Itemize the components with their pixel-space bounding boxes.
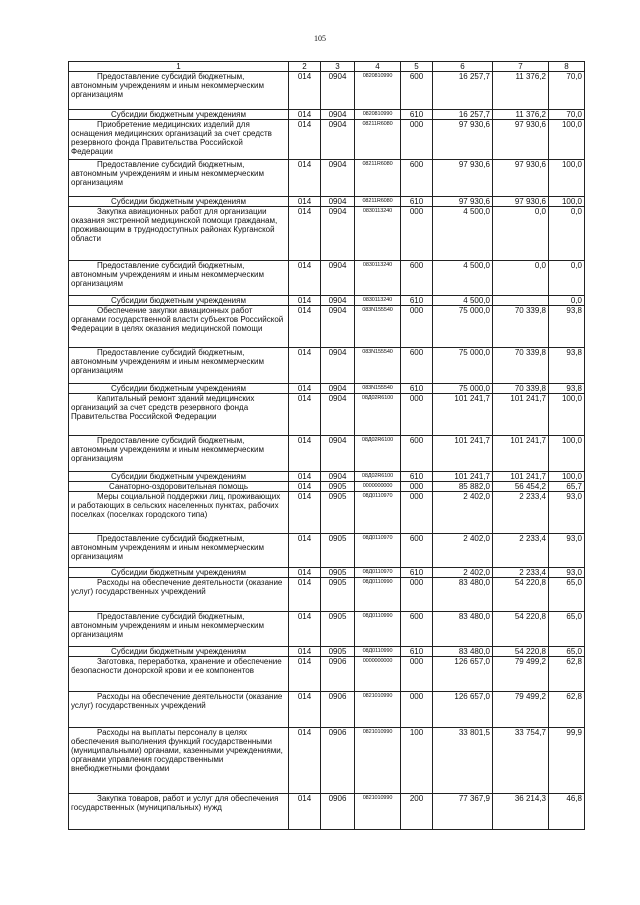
code-expense-type: 000 — [401, 692, 433, 728]
amount-executed: 11 376,2 — [493, 72, 549, 110]
column-header: 2 — [289, 62, 321, 72]
table-row — [69, 436, 585, 472]
code-expense-type: 610 — [401, 472, 433, 482]
amount-executed: 36 214,3 — [493, 794, 549, 830]
code-ministry: 014 — [289, 72, 321, 110]
code-target-article: 08Д02R6100 — [355, 394, 401, 436]
column-header: 1 — [69, 62, 289, 72]
percent-executed: 93,0 — [549, 492, 585, 534]
amount-executed: 56 454,2 — [493, 482, 549, 492]
expense-name: Предоставление субсидий бюджетным, автономным учреждениям и иным некоммерческим организациям — [69, 534, 289, 568]
table-row — [69, 384, 585, 394]
budget-table — [68, 61, 585, 830]
code-ministry: 014 — [289, 120, 321, 160]
amount-executed: 97 930,6 — [493, 197, 549, 207]
table-row — [69, 72, 585, 110]
code-ministry: 014 — [289, 568, 321, 578]
code-expense-type: 610 — [401, 384, 433, 394]
amount-executed: 2 233,4 — [493, 492, 549, 534]
code-ministry: 014 — [289, 692, 321, 728]
code-ministry: 014 — [289, 394, 321, 436]
code-expense-type: 200 — [401, 794, 433, 830]
code-target-article: 083N155540 — [355, 384, 401, 394]
expense-name: Субсидии бюджетным учреждениям — [69, 296, 289, 306]
column-header: 6 — [433, 62, 493, 72]
amount-planned: 75 000,0 — [433, 348, 493, 384]
amount-executed: 54 220,8 — [493, 612, 549, 647]
code-target-article: 083N155540 — [355, 348, 401, 384]
code-section: 0904 — [321, 207, 355, 261]
table-body — [69, 72, 585, 830]
code-ministry: 014 — [289, 612, 321, 647]
code-section: 0906 — [321, 657, 355, 692]
percent-executed: 100,0 — [549, 197, 585, 207]
code-target-article: 08211R6080 — [355, 160, 401, 197]
table-row — [69, 647, 585, 657]
code-expense-type: 000 — [401, 482, 433, 492]
table-row — [69, 492, 585, 534]
column-header: 3 — [321, 62, 355, 72]
code-section: 0904 — [321, 160, 355, 197]
percent-executed: 93,0 — [549, 534, 585, 568]
table-row — [69, 306, 585, 348]
code-expense-type: 600 — [401, 261, 433, 296]
amount-planned: 126 657,0 — [433, 692, 493, 728]
code-target-article: 08Д0110970 — [355, 568, 401, 578]
percent-executed: 93,8 — [549, 384, 585, 394]
amount-planned: 97 930,6 — [433, 120, 493, 160]
table-row — [69, 207, 585, 261]
table-row — [69, 728, 585, 794]
code-section: 0905 — [321, 568, 355, 578]
code-target-article: 0000000000 — [355, 657, 401, 692]
column-header: 7 — [493, 62, 549, 72]
amount-executed: 101 241,7 — [493, 472, 549, 482]
code-expense-type: 000 — [401, 207, 433, 261]
amount-executed: 2 233,4 — [493, 534, 549, 568]
code-section: 0904 — [321, 110, 355, 120]
code-expense-type: 600 — [401, 160, 433, 197]
code-expense-type: 600 — [401, 436, 433, 472]
code-target-article: 0821010990 — [355, 692, 401, 728]
percent-executed: 0,0 — [549, 296, 585, 306]
code-expense-type: 610 — [401, 197, 433, 207]
code-section: 0904 — [321, 394, 355, 436]
table-row — [69, 657, 585, 692]
percent-executed: 65,0 — [549, 578, 585, 612]
code-expense-type: 600 — [401, 72, 433, 110]
code-target-article: 0821010990 — [355, 794, 401, 830]
code-ministry: 014 — [289, 647, 321, 657]
amount-planned: 4 500,0 — [433, 261, 493, 296]
code-ministry: 014 — [289, 492, 321, 534]
expense-name: Субсидии бюджетным учреждениям — [69, 110, 289, 120]
expense-name: Капитальный ремонт зданий медицинских организаций за счет средств резервного фонда Правительства Российской Федерации — [69, 394, 289, 436]
code-target-article: 0830113240 — [355, 261, 401, 296]
percent-executed: 70,0 — [549, 72, 585, 110]
code-target-article: 0821010990 — [355, 728, 401, 794]
code-section: 0904 — [321, 436, 355, 472]
percent-executed: 46,8 — [549, 794, 585, 830]
code-expense-type: 100 — [401, 728, 433, 794]
expense-name: Приобретение медицинских изделий для оснащения медицинских организаций за счет средств резервного фонда Правительства Российской Федерации — [69, 120, 289, 160]
amount-planned: 97 930,6 — [433, 197, 493, 207]
column-header: 5 — [401, 62, 433, 72]
amount-planned: 4 500,0 — [433, 207, 493, 261]
code-section: 0904 — [321, 384, 355, 394]
percent-executed: 65,7 — [549, 482, 585, 492]
table-row — [69, 110, 585, 120]
table-row — [69, 197, 585, 207]
code-section: 0904 — [321, 348, 355, 384]
code-expense-type: 000 — [401, 120, 433, 160]
amount-executed: 101 241,7 — [493, 436, 549, 472]
code-ministry: 014 — [289, 578, 321, 612]
amount-planned: 4 500,0 — [433, 296, 493, 306]
amount-executed: 79 499,2 — [493, 657, 549, 692]
expense-name: Субсидии бюджетным учреждениям — [69, 384, 289, 394]
percent-executed: 100,0 — [549, 160, 585, 197]
code-expense-type: 610 — [401, 296, 433, 306]
percent-executed: 70,0 — [549, 110, 585, 120]
column-header: 8 — [549, 62, 585, 72]
code-target-article: 0000000000 — [355, 482, 401, 492]
code-target-article: 08Д02R6100 — [355, 436, 401, 472]
percent-executed: 0,0 — [549, 261, 585, 296]
amount-planned: 101 241,7 — [433, 394, 493, 436]
code-section: 0906 — [321, 692, 355, 728]
code-ministry: 014 — [289, 657, 321, 692]
amount-planned: 16 257,7 — [433, 72, 493, 110]
amount-executed: 70 339,8 — [493, 348, 549, 384]
code-ministry: 014 — [289, 794, 321, 830]
expense-name: Расходы на обеспечение деятельности (оказание услуг) государственных учреждений — [69, 692, 289, 728]
code-ministry: 014 — [289, 348, 321, 384]
code-section: 0905 — [321, 647, 355, 657]
expense-name: Санаторно-оздоровительная помощь — [69, 482, 289, 492]
percent-executed: 100,0 — [549, 120, 585, 160]
code-expense-type: 000 — [401, 394, 433, 436]
code-section: 0905 — [321, 578, 355, 612]
code-ministry: 014 — [289, 384, 321, 394]
amount-executed: 0,0 — [493, 207, 549, 261]
code-section: 0905 — [321, 612, 355, 647]
code-target-article: 0830113240 — [355, 296, 401, 306]
expense-name: Закупка товаров, работ и услуг для обеспечения государственных (муниципальных) нужд — [69, 794, 289, 830]
code-target-article: 08Д0110990 — [355, 578, 401, 612]
amount-planned: 77 367,9 — [433, 794, 493, 830]
amount-planned: 75 000,0 — [433, 306, 493, 348]
code-ministry: 014 — [289, 482, 321, 492]
code-expense-type: 600 — [401, 612, 433, 647]
percent-executed: 93,0 — [549, 568, 585, 578]
amount-executed: 11 376,2 — [493, 110, 549, 120]
code-expense-type: 610 — [401, 110, 433, 120]
table-row — [69, 120, 585, 160]
table-row — [69, 472, 585, 482]
amount-planned: 83 480,0 — [433, 612, 493, 647]
code-section: 0904 — [321, 306, 355, 348]
code-section: 0904 — [321, 296, 355, 306]
table-row — [69, 482, 585, 492]
expense-name: Расходы на выплаты персоналу в целях обеспечения выполнения функций государственными (муниципальными) органами, казенными учреждениями, органами управления государственными внебюджетными фондами — [69, 728, 289, 794]
expense-name: Обеспечение закупки авиационных работ органами государственной власти субъектов Российской Федерации в целях оказания медицинской помощи — [69, 306, 289, 348]
percent-executed: 93,8 — [549, 306, 585, 348]
table-header-row — [69, 62, 585, 72]
code-ministry: 014 — [289, 261, 321, 296]
code-expense-type: 600 — [401, 534, 433, 568]
amount-planned: 2 402,0 — [433, 534, 493, 568]
amount-planned: 97 930,6 — [433, 160, 493, 197]
code-ministry: 014 — [289, 534, 321, 568]
table-row — [69, 296, 585, 306]
code-expense-type: 600 — [401, 348, 433, 384]
table-row — [69, 578, 585, 612]
expense-name: Предоставление субсидий бюджетным, автономным учреждениям и иным некоммерческим организациям — [69, 72, 289, 110]
code-section: 0906 — [321, 794, 355, 830]
code-ministry: 014 — [289, 296, 321, 306]
amount-executed: 2 233,4 — [493, 568, 549, 578]
table-row — [69, 612, 585, 647]
percent-executed: 100,0 — [549, 472, 585, 482]
amount-executed — [493, 296, 549, 306]
code-ministry: 014 — [289, 436, 321, 472]
amount-executed: 0,0 — [493, 261, 549, 296]
table-row — [69, 794, 585, 830]
code-section: 0904 — [321, 120, 355, 160]
amount-executed: 54 220,8 — [493, 647, 549, 657]
percent-executed: 62,8 — [549, 657, 585, 692]
code-target-article: 08211R6080 — [355, 197, 401, 207]
table-row — [69, 534, 585, 568]
amount-executed: 33 754,7 — [493, 728, 549, 794]
expense-name: Субсидии бюджетным учреждениям — [69, 647, 289, 657]
amount-planned: 33 801,5 — [433, 728, 493, 794]
code-ministry: 014 — [289, 472, 321, 482]
percent-executed: 93,8 — [549, 348, 585, 384]
table-row — [69, 348, 585, 384]
code-expense-type: 000 — [401, 657, 433, 692]
code-expense-type: 610 — [401, 568, 433, 578]
expense-name: Субсидии бюджетным учреждениям — [69, 472, 289, 482]
percent-executed: 65,0 — [549, 612, 585, 647]
column-header: 4 — [355, 62, 401, 72]
amount-planned: 85 882,0 — [433, 482, 493, 492]
code-section: 0905 — [321, 534, 355, 568]
code-target-article: 08Д0110970 — [355, 492, 401, 534]
amount-executed: 70 339,8 — [493, 384, 549, 394]
amount-executed: 54 220,8 — [493, 578, 549, 612]
code-section: 0904 — [321, 72, 355, 110]
code-section: 0904 — [321, 261, 355, 296]
amount-planned: 83 480,0 — [433, 647, 493, 657]
expense-name: Предоставление субсидий бюджетным, автономным учреждениям и иным некоммерческим организациям — [69, 160, 289, 197]
code-expense-type: 610 — [401, 647, 433, 657]
table-row — [69, 160, 585, 197]
code-target-article: 08Д02R6100 — [355, 472, 401, 482]
code-section: 0904 — [321, 472, 355, 482]
code-section: 0906 — [321, 728, 355, 794]
expense-name: Меры социальной поддержки лиц, проживающих и работающих в сельских населенных пунктах, рабочих поселках (поселках городского типа) — [69, 492, 289, 534]
amount-planned: 126 657,0 — [433, 657, 493, 692]
code-target-article: 08Д0110970 — [355, 534, 401, 568]
code-section: 0904 — [321, 197, 355, 207]
code-section: 0905 — [321, 482, 355, 492]
code-ministry: 014 — [289, 306, 321, 348]
code-target-article: 0830113240 — [355, 207, 401, 261]
expense-name: Расходы на обеспечение деятельности (оказание услуг) государственных учреждений — [69, 578, 289, 612]
code-ministry: 014 — [289, 207, 321, 261]
expense-name: Субсидии бюджетным учреждениям — [69, 197, 289, 207]
amount-executed: 70 339,8 — [493, 306, 549, 348]
amount-executed: 97 930,6 — [493, 120, 549, 160]
expense-name: Предоставление субсидий бюджетным, автономным учреждениям и иным некоммерческим организациям — [69, 436, 289, 472]
percent-executed: 99,9 — [549, 728, 585, 794]
amount-planned: 75 000,0 — [433, 384, 493, 394]
page-number: 105 — [314, 34, 326, 43]
percent-executed: 0,0 — [549, 207, 585, 261]
amount-planned: 16 257,7 — [433, 110, 493, 120]
percent-executed: 100,0 — [549, 394, 585, 436]
amount-executed: 101 241,7 — [493, 394, 549, 436]
code-ministry: 014 — [289, 197, 321, 207]
amount-planned: 101 241,7 — [433, 436, 493, 472]
code-ministry: 014 — [289, 110, 321, 120]
code-expense-type: 000 — [401, 306, 433, 348]
percent-executed: 65,0 — [549, 647, 585, 657]
table-row — [69, 692, 585, 728]
code-target-article: 083N155540 — [355, 306, 401, 348]
code-section: 0905 — [321, 492, 355, 534]
code-ministry: 014 — [289, 160, 321, 197]
code-target-article: 0820810990 — [355, 110, 401, 120]
expense-name: Предоставление субсидий бюджетным, автономным учреждениям и иным некоммерческим организациям — [69, 348, 289, 384]
expense-name: Закупка авиационных работ для организации оказания экстренной медицинской помощи гражданам, проживающим в труднодоступных районах Курганской области — [69, 207, 289, 261]
expense-name: Предоставление субсидий бюджетным, автономным учреждениям и иным некоммерческим организациям — [69, 261, 289, 296]
code-target-article: 08Д0110990 — [355, 647, 401, 657]
code-expense-type: 000 — [401, 578, 433, 612]
expense-name: Субсидии бюджетным учреждениям — [69, 568, 289, 578]
amount-planned: 2 402,0 — [433, 568, 493, 578]
code-expense-type: 000 — [401, 492, 433, 534]
amount-planned: 101 241,7 — [433, 472, 493, 482]
code-ministry: 014 — [289, 728, 321, 794]
code-target-article: 0820810990 — [355, 72, 401, 110]
amount-planned: 2 402,0 — [433, 492, 493, 534]
table-row — [69, 394, 585, 436]
table-row — [69, 568, 585, 578]
percent-executed: 62,8 — [549, 692, 585, 728]
table-row — [69, 261, 585, 296]
percent-executed: 100,0 — [549, 436, 585, 472]
expense-name: Предоставление субсидий бюджетным, автономным учреждениям и иным некоммерческим организациям — [69, 612, 289, 647]
expense-name: Заготовка, переработка, хранение и обеспечение безопасности донорской крови и ее компонентов — [69, 657, 289, 692]
amount-executed: 79 499,2 — [493, 692, 549, 728]
amount-executed: 97 930,6 — [493, 160, 549, 197]
amount-planned: 83 480,0 — [433, 578, 493, 612]
code-target-article: 08211R6080 — [355, 120, 401, 160]
code-target-article: 08Д0110990 — [355, 612, 401, 647]
